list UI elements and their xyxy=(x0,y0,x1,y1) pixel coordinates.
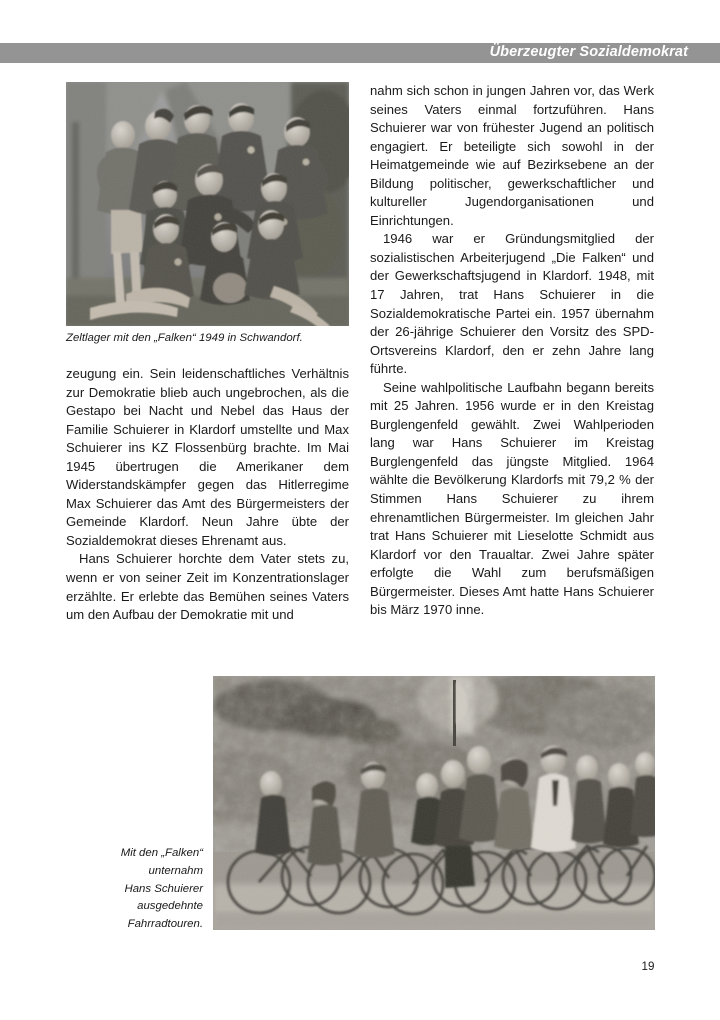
left-column-text xyxy=(66,365,349,625)
running-header-title: Überzeugter Sozialdemokrat xyxy=(489,44,688,60)
right-column-text xyxy=(370,82,654,620)
caption-top-photo: Zeltlager mit den „Falken“ 1949 in Schwandorf. xyxy=(66,332,303,344)
caption-bottom-line-5: Fahrradtouren. xyxy=(127,918,203,931)
caption-bottom-line-2: unternahm xyxy=(148,864,203,877)
caption-bottom-line-1: Mit den „Falken“ xyxy=(120,847,203,859)
caption-bottom-photo xyxy=(43,845,203,934)
caption-bottom-line-3: Hans Schuierer xyxy=(124,882,203,895)
caption-bottom-line-4: ausgedehnte xyxy=(137,900,203,913)
right-paragraph-2: 1946 war er Gründungsmitglied der sozialistischen Arbeiterjugend „Die Falken“ und der Gewerkschaftsjugend in Klardorf. 1948, mit 17 Jahren, trat Hans Schuierer in die Sozialdemokratische Partei ein. 1957 übernahm der 26-jährige Schuierer den Vorsitz des SPD-Ortsvereins Klardorf, den er zehn Jahre lang führte. xyxy=(370,231,654,377)
photo-tent-camp-falken-1949 xyxy=(66,82,349,326)
photo-bicycle-tour-falken xyxy=(213,676,655,930)
page-number: 19 xyxy=(641,960,655,973)
left-paragraph-1: zeugung ein. Sein leidenschaftliches Verhältnis zur Demokratie blieb auch ungebrochen, als die Gestapo bei Nacht und Nebel das Haus der Familie Schuierer in Klardorf umstellte und Max Schuierer ins KZ Flossenbürg brachte. Im Mai 1945 übertrugen die Amerikaner dem Widerstandskämpfer gegen das Hitlerregime Max Schuierer das Amt des Bürgermeisters der Gemeinde Klardorf. Neun Jahre übte der Sozialdemokrat dieses Ehrenamt aus. xyxy=(66,366,349,548)
right-paragraph-3: Seine wahlpolitische Laufbahn begann bereits mit 25 Jahren. 1956 wurde er in den Kreistag Burglengenfeld gewählt. Zwei Wahlperioden lang war Hans Schuierer im Kreistag Burglengenfeld das jüngste Mitglied. 1964 wählte die Bevölkerung Klardorfs mit 79,2 % der Stimmen Hans Schuierer zu ihrem ehrenamtlichen Bürgermeister. Im gleichen Jahr trat Hans Schuierer mit Lieselotte Schmidt aus Klardorf vor den Traualtar. Zwei Jahre später erfolgte die Wahl zum berufsmäßigen Bürgermeister. Dieses Amt hatte Hans Schuierer bis März 1970 inne. xyxy=(370,379,654,618)
right-paragraph-1: nahm sich schon in jungen Jahren vor, das Werk seines Vaters einmal fortzuführen. Hans Schuierer war von frühester Jugend an politisch engagiert. Er beteiligte sich sowohl in der Heimatgemeinde wie auf Bezirksebene an der Bildung politischer, gewerkschaftlicher und kultureller Jugendorganisationen und Einrichtungen. xyxy=(370,83,654,228)
left-paragraph-2: Hans Schuierer horchte dem Vater stets zu, wenn er von seiner Zeit im Konzentrationslager erzählte. Er erlebte das Bemühen seines Vaters um den Aufbau der Demokratie mit und xyxy=(66,551,349,623)
